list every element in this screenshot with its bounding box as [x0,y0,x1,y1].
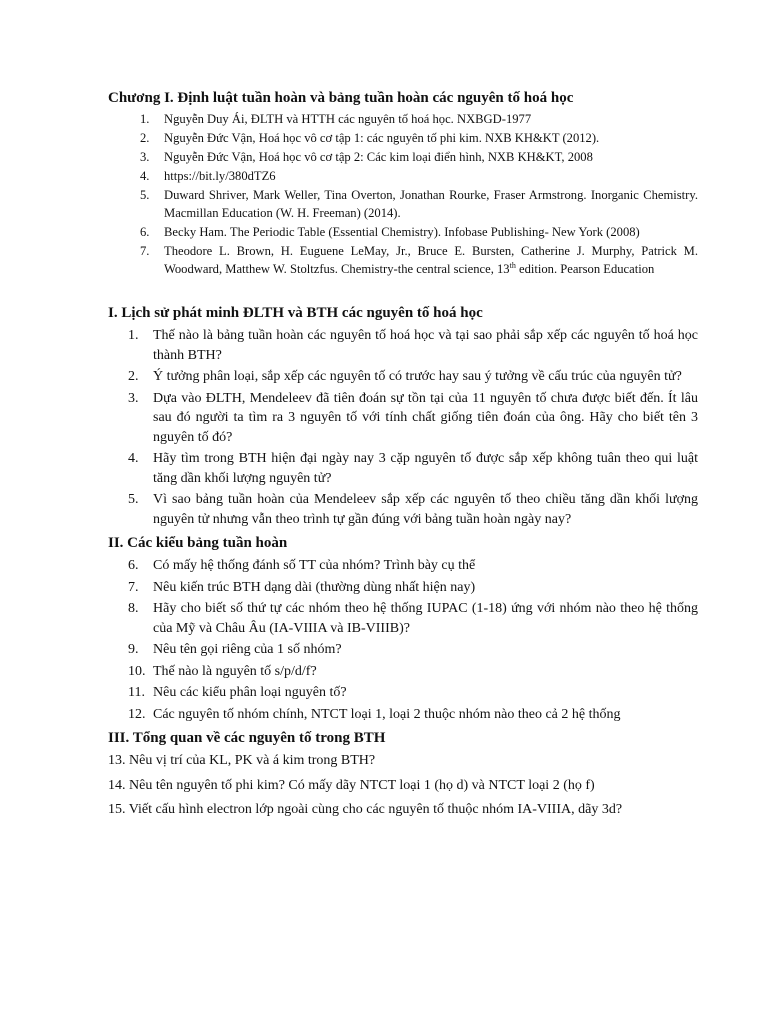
reference-item: 7. Theodore L. Brown, H. Euguene LeMay, Jr., Bruce E. Bursten, Catherine J. Murphy, Patrick M. Woodward, Matthew W. Stoltzfus. Chemistry-the central science, 13th edition. Pearson Education [140,244,698,276]
section-1-title: I. Lịch sử phát minh ĐLTH và BTH các nguyên tố hoá học [108,305,483,321]
question-item: 10. Thế nào là nguyên tố s/p/d/f? [128,663,317,679]
question-list-2 [108,556,698,724]
section-3-title: III. Tổng quan về các nguyên tố trong BTH [108,730,386,746]
section-2-title: II. Các kiểu bảng tuần hoàn [108,535,288,551]
superscript: th [509,260,516,270]
document-page [108,88,698,825]
question-item: 13. Nêu vị trí của KL, PK và á kim trong BTH? [108,753,376,768]
reference-link[interactable]: https://bit.ly/380dTZ6 [164,169,276,183]
reference-item: 5. Duward Shriver, Mark Weller, Tina Overton, Jonathan Rourke, Fraser Armstrong. Inorganic Chemistry. Macmillan Education (W. H. Freeman) (2014). [140,188,698,220]
question-item: 15. Viết cấu hình electron lớp ngoài cùng cho các nguyên tố thuộc nhóm IA-VIIIA, dãy 3d? [108,802,623,817]
reference-item: 6. Becky Ham. The Periodic Table (Essential Chemistry). Infobase Publishing- New York (2008) [140,225,640,239]
question-item: 6. Có mấy hệ thống đánh số TT của nhóm? Trình bày cụ thể [128,558,476,573]
question-item: 12. Các nguyên tố nhóm chính, NTCT loại 1, loại 2 thuộc nhóm nào theo cả 2 hệ thống [128,706,621,722]
question-item: 8. Hãy cho biết số thứ tự các nhóm theo hệ thống IUPAC (1-18) ứng với nhóm nào theo hệ thống của Mỹ và Châu Âu (IA-VIIIA và IB-VIIIB)? [128,601,698,636]
question-item: 7. Nêu kiến trúc BTH dạng dài (thường dùng nhất hiện nay) [128,579,476,595]
question-item: 14. Nêu tên nguyên tố phi kim? Có mấy dãy NTCT loại 1 (họ d) và NTCT loại 2 (họ f) [108,777,595,793]
question-item: 2. Ý tưởng phân loại, sắp xếp các nguyên tố có trước hay sau ý tưởng về cấu trúc của nguyên tử? [128,369,682,384]
question-list-3 [108,751,698,820]
question-item: 4. Hãy tìm trong BTH hiện đại ngày nay 3 cặp nguyên tố được sắp xếp không tuân theo qui luật tăng dần khối lượng nguyên tử? [128,451,698,486]
chapter-title: Chương I. Định luật tuần hoàn và bảng tuần hoàn các nguyên tố hoá học [108,90,574,106]
question-item: 5. Vì sao bảng tuần hoàn của Mendeleev sắp xếp các nguyên tố theo chiều tăng dần khối lượng nguyên tử nhưng vẫn theo trình tự gần đúng với bảng tuần hoàn ngày nay? [128,492,698,527]
question-item: 9. Nêu tên gọi riêng của 1 số nhóm? [128,642,342,657]
question-item: 1. Thế nào là bảng tuần hoàn các nguyên tố hoá học và tại sao phải sắp xếp các nguyên tố hoá học thành BTH? [128,328,698,363]
question-item: 3. Dựa vào ĐLTH, Mendeleev đã tiên đoán sự tồn tại của 11 nguyên tố chưa được biết đến. Ít lâu sau đó người ta tìm ra 3 nguyên tố với tính chất giống tiên đoán của ông. Hãy cho biết tên 3 nguyên tố đó? [128,390,698,445]
reference-list [108,110,698,278]
reference-item: 3. Nguyễn Đức Vận, Hoá học vô cơ tập 2: Các kim loại điển hình, NXB KH&KT, 2008 [140,150,593,164]
question-item: 11. Nêu các kiểu phân loại nguyên tố? [128,685,347,700]
reference-item: 1. Nguyễn Duy Ái, ĐLTH và HTTH các nguyên tố hoá học. NXBGD-1977 [140,112,532,126]
question-list-1 [108,326,698,529]
reference-item: 2. Nguyễn Đức Vận, Hoá học vô cơ tập 1: các nguyên tố phi kim. NXB KH&KT (2012). [140,131,600,145]
reference-item: 4. https://bit.ly/380dTZ6 [140,169,276,183]
